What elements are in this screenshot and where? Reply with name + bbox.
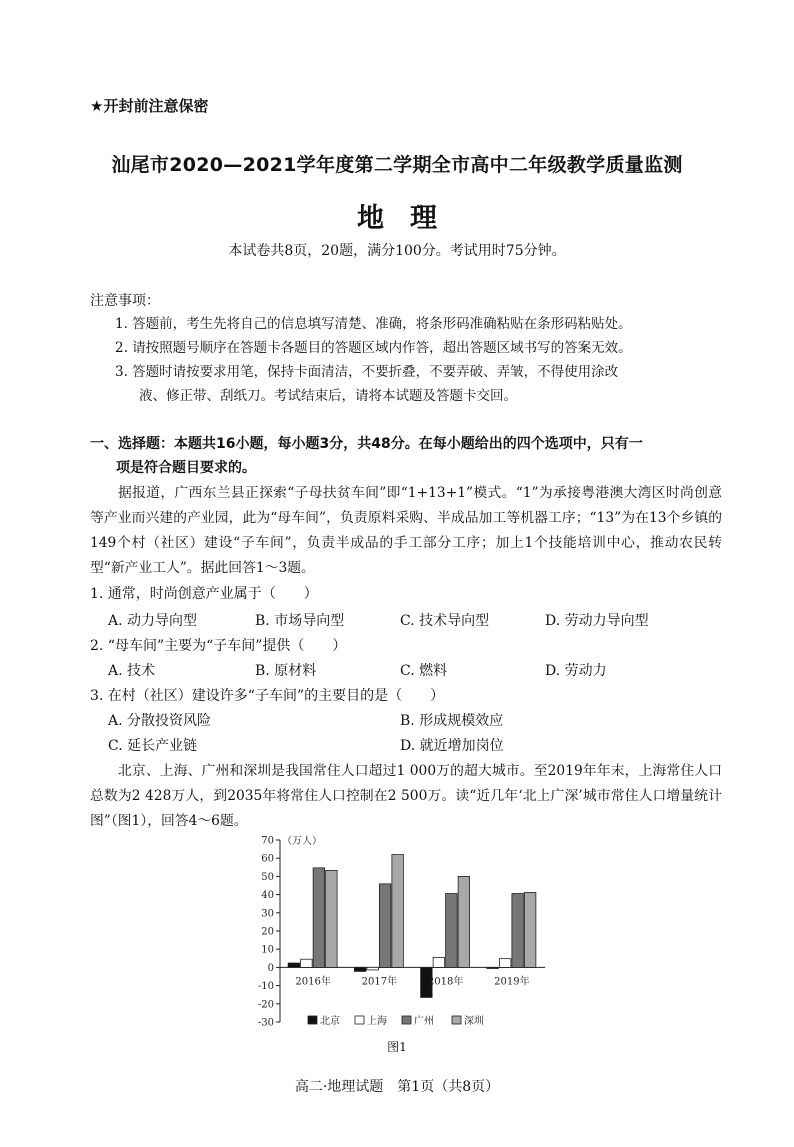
section-heading-line1: 一、选择题：本题共16小题，每小题3分，共48分。在每小题给出的四个选项中，只有一 bbox=[90, 436, 643, 452]
legend-swatch bbox=[308, 1016, 317, 1024]
x-category-label: 2016年 bbox=[295, 976, 331, 988]
bar-2-2 bbox=[446, 894, 458, 968]
notice-title: 注意事项： bbox=[90, 293, 160, 309]
bar-1-3 bbox=[392, 855, 404, 968]
q1-option-d: D. 劳动力导向型 bbox=[545, 613, 649, 629]
exam-info: 本试卷共8页，20题，满分100分。考试用时75分钟。 bbox=[228, 243, 566, 259]
notice-item-1: 1. 答题前，考生先将自己的信息填写清楚、准确，将条形码准确粘贴在条形码粘贴处。 bbox=[115, 316, 632, 332]
y-tick-label: 50 bbox=[261, 871, 274, 883]
question-2-stem: 2. “母车间”主要为“子车间”提供（ ） bbox=[90, 638, 347, 654]
bar-1-1 bbox=[367, 967, 379, 970]
section-heading bbox=[90, 432, 720, 480]
question-3-stem: 3. 在村（社区）建设许多“子车间”的主要目的是（ ） bbox=[90, 688, 445, 704]
bar-2-3 bbox=[458, 876, 470, 967]
q3-option-b: B. 形成规模效应 bbox=[400, 713, 504, 729]
bar-0-1 bbox=[301, 959, 313, 967]
q1-option-a: A. 动力导向型 bbox=[108, 613, 198, 629]
bar-0-2 bbox=[313, 868, 325, 968]
y-tick-label: 60 bbox=[261, 853, 274, 865]
legend-swatch bbox=[402, 1016, 411, 1024]
bar-3-2 bbox=[512, 894, 524, 968]
bar-1-2 bbox=[379, 884, 391, 968]
q2-option-b: B. 原材料 bbox=[255, 663, 317, 679]
y-tick-label: -10 bbox=[257, 981, 274, 993]
notice-item-3: 3. 答题时请按要求用笔，保持卡面清洁，不要折叠，不要弄破、弄皱，不得使用涂改 bbox=[115, 364, 619, 380]
bar-3-1 bbox=[499, 959, 511, 968]
y-tick-label: 10 bbox=[261, 944, 274, 956]
y-tick-label: 40 bbox=[261, 890, 274, 902]
notice-item-3-cont: 液、修正带、刮纸刀。考试结束后，请将本试题及答题卡交回。 bbox=[139, 388, 517, 404]
y-tick-label: -20 bbox=[257, 999, 274, 1011]
q3-option-c: C. 延长产业链 bbox=[108, 738, 198, 754]
q2-option-d: D. 劳动力 bbox=[545, 663, 607, 679]
q3-option-a: A. 分散投资风险 bbox=[108, 713, 212, 729]
y-axis-unit: （万人） bbox=[282, 836, 322, 847]
exam-title: 汕尾市2020—2021学年度第二学期全市高中二年级教学质量监测 bbox=[111, 154, 683, 176]
legend-label: 上海 bbox=[367, 1016, 387, 1027]
legend-swatch bbox=[452, 1016, 461, 1024]
page-footer: 高二·地理试题 第1页（共8页） bbox=[294, 1079, 500, 1095]
figure-caption: 图1 bbox=[387, 1040, 407, 1054]
legend-swatch bbox=[355, 1016, 364, 1024]
legend-label: 广州 bbox=[414, 1016, 434, 1027]
subject-title: 地理 bbox=[357, 203, 463, 234]
y-tick-label: -30 bbox=[257, 1017, 274, 1029]
bar-1-0 bbox=[354, 967, 366, 971]
y-tick-label: 0 bbox=[267, 962, 274, 974]
section-heading-line2: 项是符合题目要求的。 bbox=[116, 460, 256, 476]
passage-2: 北京、上海、广州和深圳是我国常住人口超过1 000万的超大城市。至2019年年末，上海常住人口总数为2 428万人，到2035年将常住人口控制在2 500万。读“近几年‘北上广深’城市常住人口增量统计图”（图1），回答4～6题。 bbox=[90, 763, 722, 829]
legend-label: 北京 bbox=[320, 1016, 340, 1027]
q1-option-c: C. 技术导向型 bbox=[400, 613, 490, 629]
x-category-label: 2019年 bbox=[494, 976, 530, 988]
x-category-label: 2018年 bbox=[427, 976, 464, 988]
population-increment-chart bbox=[240, 828, 560, 1034]
bar-0-0 bbox=[288, 963, 300, 967]
question-1-stem: 1. 通常，时尚创意产业属于（ ） bbox=[90, 586, 318, 602]
y-tick-label: 70 bbox=[261, 835, 274, 847]
notice-item-2: 2. 请按照题号顺序在答题卡各题目的答题区域内作答，超出答题区域书写的答案无效。 bbox=[115, 340, 632, 356]
q2-option-a: A. 技术 bbox=[108, 663, 156, 679]
bar-0-3 bbox=[326, 870, 338, 967]
bar-3-3 bbox=[524, 892, 536, 967]
legend-label: 深圳 bbox=[464, 1016, 484, 1027]
q1-option-b: B. 市场导向型 bbox=[255, 613, 345, 629]
secret-mark: ★开封前注意保密 bbox=[90, 97, 209, 115]
x-category-label: 2017年 bbox=[361, 976, 398, 988]
y-tick-label: 20 bbox=[261, 926, 274, 938]
q3-option-d: D. 就近增加岗位 bbox=[400, 738, 504, 754]
bar-3-0 bbox=[487, 967, 499, 968]
y-tick-label: 30 bbox=[261, 908, 274, 920]
passage-1: 据报道，广西东兰县正探索“子母扶贫车间”即“1+13+1”模式。“1”为承接粤港澳大湾区时尚创意等产业而兴建的产业园，此为“母车间”，负责原料采购、半成品加工等机器工序；“13”为在13个乡镇的149个村（社区）建设“子车间”，负责半成品的手工部分工序；加上1个技能培训中心，推动农民转型“新产业工人”。据此回答1～3题。 bbox=[90, 485, 722, 576]
q2-option-c: C. 燃料 bbox=[400, 663, 448, 679]
bar-2-1 bbox=[433, 957, 445, 967]
